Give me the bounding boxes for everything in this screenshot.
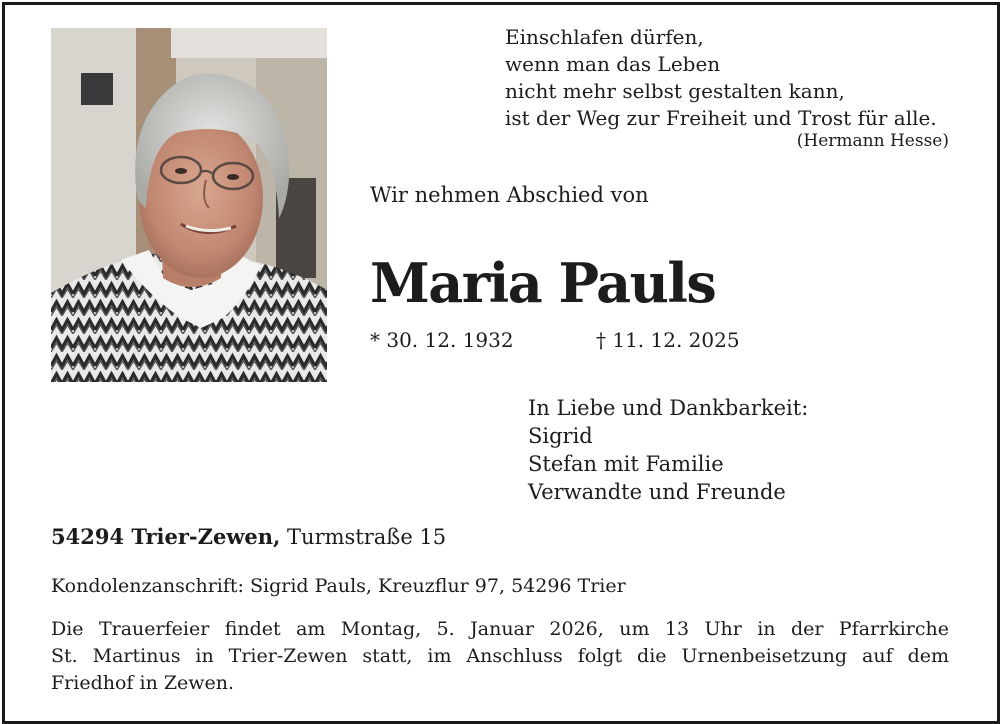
- address-place: 54294 Trier-Zewen,: [51, 524, 281, 549]
- quote-line: wenn man das Leben: [505, 52, 721, 76]
- portrait-photo: [51, 28, 327, 382]
- mourners-line: Stefan mit Familie: [528, 452, 724, 476]
- farewell-text: Wir nehmen Abschied von: [370, 183, 649, 207]
- mourners-line: In Liebe und Dankbarkeit:: [528, 396, 809, 420]
- deceased-name: Maria Pauls: [370, 251, 716, 315]
- birth-date: * 30. 12. 1932: [370, 328, 514, 352]
- service-info: [51, 616, 949, 697]
- quote: [505, 24, 951, 132]
- address-street: Turmstraße 15: [287, 525, 447, 549]
- service-line: Friedhof in Zewen.: [51, 672, 235, 694]
- death-date: † 11. 12. 2025: [596, 328, 740, 352]
- mourners: [528, 394, 808, 506]
- mourners-line: Sigrid: [528, 424, 593, 448]
- service-line: St. Martinus in Trier-Zewen statt, im Anschluss folgt die Urnenbeisetzung auf dem: [51, 645, 949, 667]
- quote-author: (Hermann Hesse): [796, 131, 949, 151]
- quote-line: Einschlafen dürfen,: [505, 25, 704, 49]
- address: [51, 524, 446, 549]
- quote-line: ist der Weg zur Freiheit und Trost für alle.: [505, 106, 937, 130]
- service-line: Die Trauerfeier findet am Montag, 5. Januar 2026, um 13 Uhr in der Pfarrkirche: [51, 618, 949, 640]
- quote-line: nicht mehr selbst gestalten kann,: [505, 79, 845, 103]
- mourners-line: Verwandte und Freunde: [528, 480, 786, 504]
- condolence-address: Kondolenzanschrift: Sigrid Pauls, Kreuzflur 97, 54296 Trier: [51, 575, 626, 597]
